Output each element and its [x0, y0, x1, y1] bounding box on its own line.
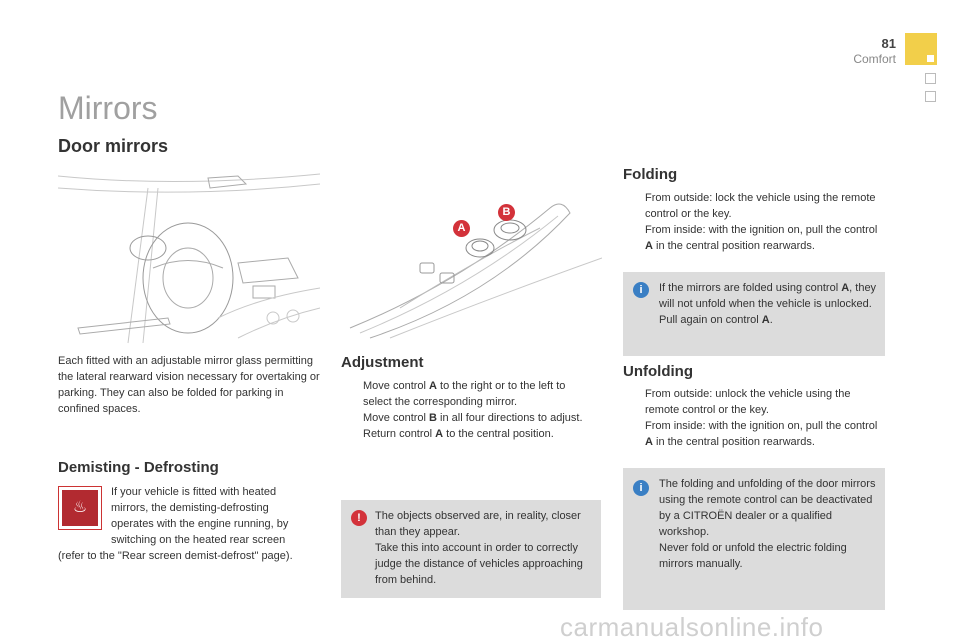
chapter-tab	[905, 33, 937, 65]
intro-text: Each fitted with an adjustable mirror glass permitting the lateral rearward vision necessary for overtaking or parking. They can also be folded for parking in confined spaces.	[58, 355, 320, 415]
list-item: Move control B in all four directions to adjust.	[363, 412, 583, 424]
label-a-badge: A	[453, 220, 470, 237]
adjustment-title: Adjustment	[341, 354, 424, 371]
folding-info-note	[623, 272, 885, 356]
page-number: 81	[881, 36, 896, 51]
unfolding-info-note	[623, 468, 885, 610]
page-header	[853, 37, 896, 67]
demist-tail: (refer to the "Rear screen demist-defrost" page).	[58, 550, 293, 562]
folding-note-text: If the mirrors are folded using control A, they will not unfold when the vehicle is unlocked. Pull again on control A.	[659, 282, 877, 326]
demist-line-1: If your vehicle is fitted with heated	[111, 486, 277, 498]
rear-defrost-icon: ♨	[58, 486, 102, 530]
warning-text: The objects observed are, in reality, closer than they appear. Take this into account in order to correctly judge the distance of vehicles approaching from behind.	[375, 510, 583, 586]
chapter-name: Comfort	[853, 51, 896, 66]
list-item: From outside: unlock the vehicle using the remote control or the key.	[645, 388, 851, 416]
dashboard-illustration	[58, 168, 320, 344]
warning-note	[341, 500, 601, 598]
info-icon: i	[633, 480, 649, 496]
list-item: From inside: with the ignition on, pull the control A in the central position rearwards.	[645, 224, 878, 252]
nav-square-2	[925, 91, 936, 102]
list-item: Move control A to the right or to the left to select the corresponding mirror.	[363, 380, 566, 408]
unfolding-title: Unfolding	[623, 363, 693, 380]
page-title: Mirrors	[58, 90, 158, 126]
demist-text	[111, 484, 326, 548]
nav-square-1	[925, 73, 936, 84]
watermark: carmanualsonline.info	[560, 612, 824, 642]
folding-title: Folding	[623, 166, 678, 183]
unfolding-list	[623, 386, 885, 450]
folding-list	[623, 190, 885, 254]
demist-line-3: operates with the engine running, by	[111, 518, 289, 530]
list-item: From outside: lock the vehicle using the remote control or the key.	[645, 192, 876, 220]
demist-title: Demisting - Defrosting	[58, 459, 219, 476]
unfolding-note-text: The folding and unfolding of the door mirrors using the remote control can be deactivated by a CITROËN dealer or a qualified workshop. Never fold or unfold the electric folding mirrors manually.	[659, 478, 876, 570]
label-b-badge: B	[498, 204, 515, 221]
demist-line-2: mirrors, the demisting-defrosting	[111, 502, 269, 514]
list-item: Return control A to the central position.	[363, 428, 554, 440]
info-icon: i	[633, 282, 649, 298]
demist-line-4: switching on the heated rear screen	[111, 534, 286, 546]
section-title: Door mirrors	[58, 136, 169, 156]
mirror-control-illustration	[340, 188, 602, 344]
warning-icon: !	[351, 510, 367, 526]
list-item: From inside: with the ignition on, pull the control A in the central position rearwards.	[645, 420, 878, 448]
adjustment-list	[341, 378, 597, 442]
